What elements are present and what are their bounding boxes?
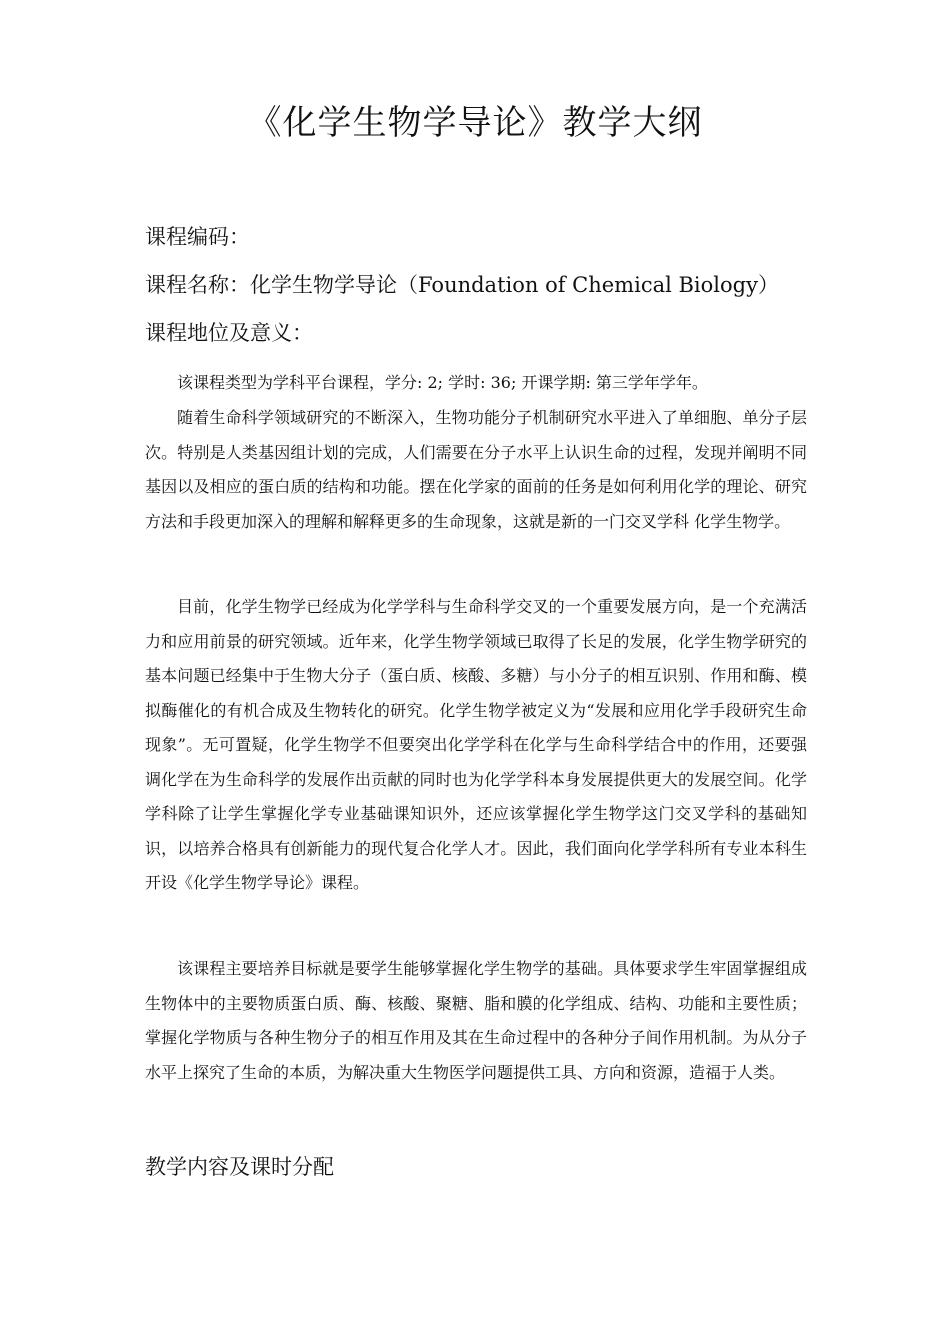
course-goals-paragraph: 该课程主要培养目标就是要学生能够掌握化学生物学的基础。具体要求学生牢固掌握组成生物体中的主要物质蛋白质、酶、核酸、聚糖、脂和膜的化学组成、结构、功能和主要性质；掌握化学物质与各种生物分子的相互作用及其在生命过程中的各种分子间作用机制。为从分子水平上探究了生命的本质，为解决重大生物医学问题提供工具、方向和资源，造福于人类。 (145, 959, 807, 1082)
field-overview-paragraph: 目前，化学生物学已经成为化学学科与生命科学交叉的一个重要发展方向，是一个充满活力和应用前景的研究领域。近年来，化学生物学领域已取得了长足的发展，化学生物学研究的基本问题已经集中于生物大分子（蛋白质、核酸、多糖）与小分子的相互识别、作用和酶、模拟酶催化的有机合成及生物转化的研究。化学生物学被定义为“发展和应用化学手段研究生命现象”。无可置疑，化学生物学不但要突出化学学科在化学与生命科学结合中的作用，还要强调化学在为生命科学的发展作出贡献的同时也为化学学科本身发展提供更大的发展空间。化学学科除了让学生掌握化学专业基础课知识外，还应该掌握化学生物学这门交叉学科的基础知识，以培养合格具有创新能力的现代复合化学人才。因此，我们面向化学学科所有专业本科生开设《化学生物学导论》课程。 (145, 597, 807, 892)
course-significance-label: 课程地位及意义： (145, 321, 313, 345)
course-type-paragraph: 该课程类型为学科平台课程，学分: 2; 学时: 36; 开课学期: 第三学年学年。 (177, 373, 708, 392)
course-name-line: 课程名称：化学生物学导论（Foundation of Chemical Biology） (145, 273, 779, 297)
course-code-label: 课程编码： (145, 225, 250, 249)
background-paragraph: 随着生命科学领域研究的不断深入，生物功能分子机制研究水平进入了单细胞、单分子层次。特别是人类基因组计划的完成，人们需要在分子水平上认识生命的过程，发现并阐明不同基因以及相应的蛋白质的结构和功能。摆在化学家的面前的任务是如何利用化学的理论、研究方法和手段更加深入的理解和解释更多的生命现象，这就是新的一门交叉学科 化学生物学。 (145, 408, 807, 531)
teaching-content-heading: 教学内容及课时分配 (145, 1155, 334, 1179)
document-title: 《化学生物学导论》教学大纲 (247, 103, 703, 143)
